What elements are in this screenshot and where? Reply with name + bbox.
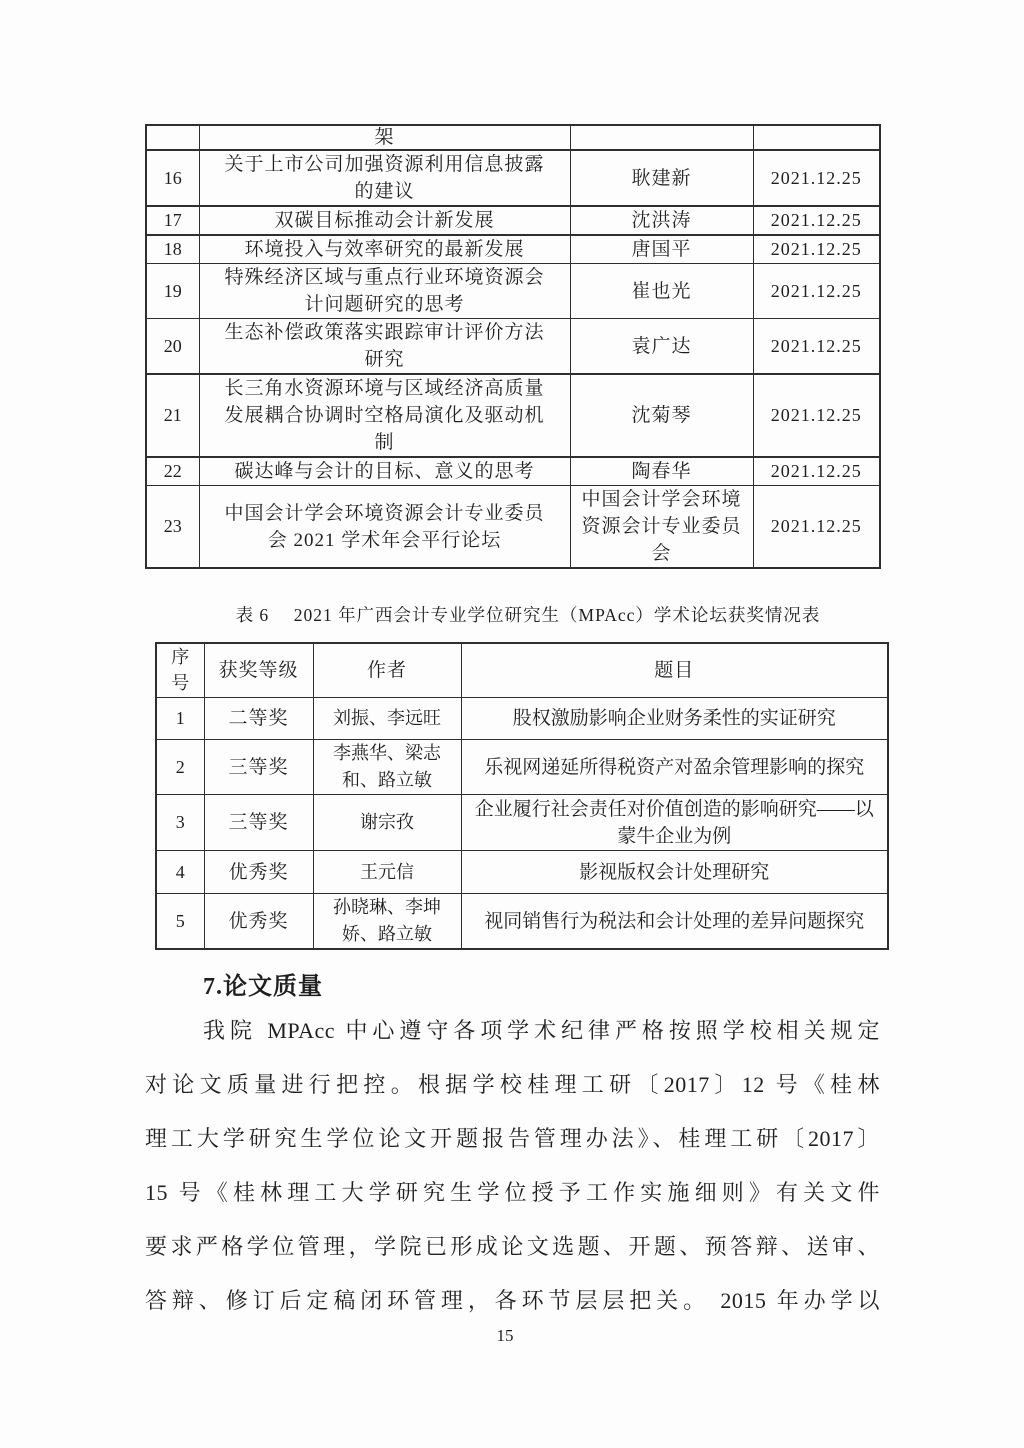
report-title-cell: 生态补偿政策落实跟踪审计评价方法研究 — [199, 319, 570, 375]
speaker-cell: 中国会计学会环境资源会计专业委员会 — [570, 486, 753, 569]
award-grade-cell: 三等奖 — [204, 795, 313, 851]
report-title-cell: 特殊经济区域与重点行业环境资源会计问题研究的思考 — [199, 264, 570, 319]
speaker-cell — [570, 125, 753, 150]
report-title-cell: 中国会计学会环境资源会计专业委员会 2021 学术年会平行论坛 — [199, 486, 570, 569]
date-cell: 2021.12.25 — [753, 457, 880, 486]
date-cell: 2021.12.25 — [753, 235, 880, 264]
section-heading: 7.论文质量 — [203, 974, 323, 1000]
header-award-cell: 获奖等级 — [204, 643, 313, 698]
report-title-cell: 架 — [199, 125, 570, 150]
report-title-cell: 环境投入与效率研究的最新发展 — [199, 235, 570, 264]
table-row — [146, 235, 880, 264]
row-number-cell: 18 — [146, 235, 199, 264]
award-grade-cell: 优秀奖 — [204, 851, 313, 894]
thesis-title-cell: 影视版权会计处理研究 — [461, 851, 888, 894]
paragraph-line: 我院 MPAcc 中心遵守各项学术纪律严格按照学校相关规定 — [203, 1018, 880, 1043]
speaker-cell: 陶春华 — [570, 457, 753, 486]
thesis-title-cell: 视同销售行为税法和会计处理的差异问题探究 — [461, 894, 888, 950]
paragraph-line: 理工大学研究生学位论文开题报告管理办法》、桂理工研〔2017〕 — [145, 1126, 880, 1151]
table-row — [146, 206, 880, 235]
row-number-cell: 22 — [146, 457, 199, 486]
body-paragraph — [145, 1004, 880, 1328]
table-row — [156, 851, 888, 894]
row-number-cell: 3 — [156, 795, 204, 851]
table6-caption — [156, 602, 900, 627]
award-table — [155, 642, 889, 950]
speaker-cell: 袁广达 — [570, 319, 753, 375]
date-cell: 2021.12.25 — [753, 206, 880, 235]
row-number-cell: 17 — [146, 206, 199, 235]
row-number-cell: 5 — [156, 894, 204, 950]
row-number-cell: 1 — [156, 698, 204, 740]
row-number-cell: 21 — [146, 374, 199, 457]
report-title-cell: 双碳目标推动会计新发展 — [199, 206, 570, 235]
report-title-cell: 长三角水资源环境与区域经济高质量发展耦合协调时空格局演化及驱动机制 — [199, 374, 570, 457]
award-grade-cell: 优秀奖 — [204, 894, 313, 950]
header-number-cell — [156, 643, 204, 698]
award-grade-cell: 二等奖 — [204, 698, 313, 740]
header-title-cell: 题目 — [461, 643, 888, 698]
table-header-row — [156, 643, 888, 698]
date-cell — [753, 125, 880, 150]
table-row — [156, 698, 888, 740]
date-cell: 2021.12.25 — [753, 319, 880, 375]
thesis-title-cell: 股权激励影响企业财务柔性的实证研究 — [461, 698, 888, 740]
paragraph-line: 要求严格学位管理，学院已形成论文选题、开题、预答辩、送审、 — [145, 1234, 880, 1259]
date-cell: 2021.12.25 — [753, 486, 880, 569]
author-cell: 谢宗孜 — [313, 795, 461, 851]
date-cell: 2021.12.25 — [753, 264, 880, 319]
report-title-cell: 碳达峰与会计的目标、意义的思考 — [199, 457, 570, 486]
row-number-cell: 20 — [146, 319, 199, 375]
row-number-cell: 23 — [146, 486, 199, 569]
table-row — [146, 486, 880, 569]
forum-reports-table — [145, 124, 881, 569]
author-cell: 王元信 — [313, 851, 461, 894]
speaker-cell: 崔也光 — [570, 264, 753, 319]
table-row — [146, 150, 880, 206]
row-number-cell: 19 — [146, 264, 199, 319]
table-row — [156, 740, 888, 795]
row-number-cell: 16 — [146, 150, 199, 206]
table6-caption-text: 2021 年广西会计专业学位研究生（MPAcc）学术论坛获奖情况表 — [293, 605, 821, 625]
paragraph-line: 答辩、修订后定稿闭环管理，各环节层层把关。 2015 年办学以 — [145, 1288, 880, 1313]
thesis-title-cell: 乐视网递延所得税资产对盈余管理影响的探究 — [461, 740, 888, 795]
table-row — [146, 457, 880, 486]
speaker-cell: 耿建新 — [570, 150, 753, 206]
row-number-cell: 2 — [156, 740, 204, 795]
table-row — [146, 319, 880, 375]
date-cell: 2021.12.25 — [753, 374, 880, 457]
page-number: 15 — [496, 1326, 514, 1345]
table-row-carryover — [146, 125, 880, 150]
row-number-cell: 4 — [156, 851, 204, 894]
author-cell: 刘振、李远旺 — [313, 698, 461, 740]
table-row — [156, 795, 888, 851]
table-row — [156, 894, 888, 950]
table6-caption-label: 表 6 — [235, 605, 270, 625]
author-cell: 孙晓琳、李坤娇、路立敏 — [313, 894, 461, 950]
header-author-cell: 作者 — [313, 643, 461, 698]
speaker-cell: 沈洪涛 — [570, 206, 753, 235]
table-row — [146, 374, 880, 457]
paragraph-line: 对论文质量进行把控。根据学校桂理工研〔2017〕12 号《桂林 — [145, 1072, 880, 1097]
thesis-title-cell: 企业履行社会责任对价值创造的影响研究——以蒙牛企业为例 — [461, 795, 888, 851]
speaker-cell: 唐国平 — [570, 235, 753, 264]
author-cell: 李燕华、梁志和、路立敏 — [313, 740, 461, 795]
table-row — [146, 264, 880, 319]
award-grade-cell: 三等奖 — [204, 740, 313, 795]
report-title-cell: 关于上市公司加强资源利用信息披露的建议 — [199, 150, 570, 206]
speaker-cell: 沈菊琴 — [570, 374, 753, 457]
date-cell: 2021.12.25 — [753, 150, 880, 206]
paragraph-line: 15 号《桂林理工大学研究生学位授予工作实施细则》有关文件 — [145, 1180, 880, 1205]
header-number-label: 序号 — [171, 647, 190, 693]
row-number-cell — [146, 125, 199, 150]
